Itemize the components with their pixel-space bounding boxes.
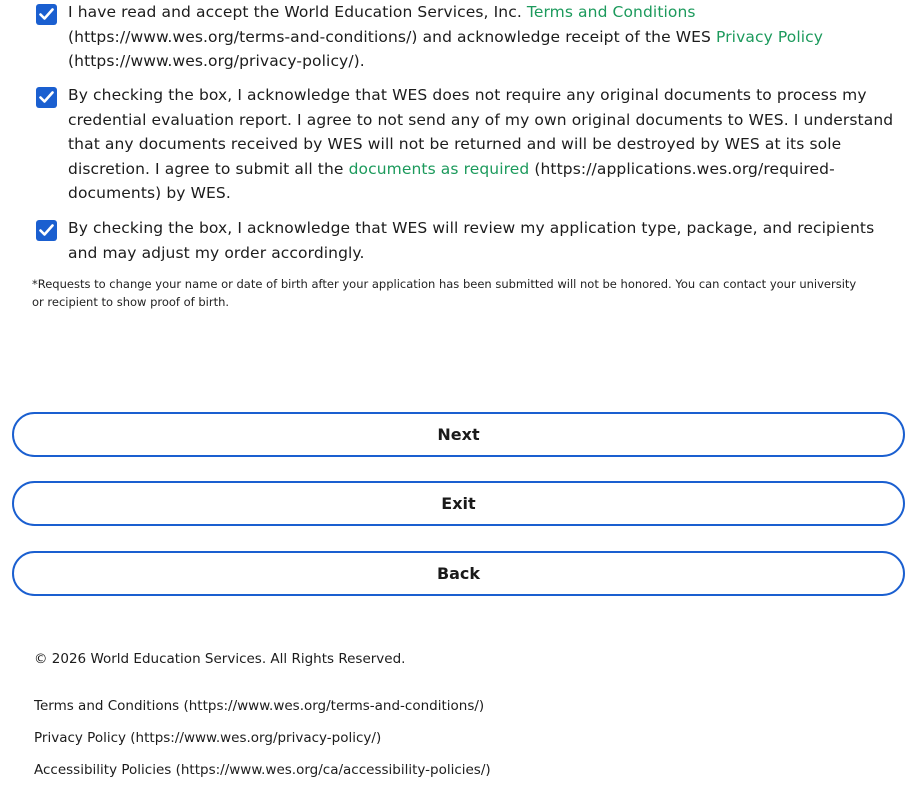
order-review-row xyxy=(36,216,897,265)
checkmark-icon xyxy=(39,224,54,237)
checkmark-icon xyxy=(39,91,54,104)
original-documents-row xyxy=(36,83,897,206)
checkmark-icon xyxy=(39,8,54,21)
terms-checkbox[interactable] xyxy=(36,4,57,25)
original-documents-text: By checking the box, I acknowledge that WES does not require any original documents to process my credential evaluation report. I agree to not send any of my own original documents to WES. I understand that any documents received by WES will not be returned and will be destroyed by WES at its sole discretion. I agree to submit all the documents as required (https://applications.wes.org/required-documents) by WES. xyxy=(68,86,894,202)
exit-button[interactable]: Exit xyxy=(12,481,905,526)
order-review-checkbox[interactable] xyxy=(36,220,57,241)
documents-as-required-link[interactable]: documents as required xyxy=(348,159,530,178)
terms-and-conditions-link[interactable]: Terms and Conditions xyxy=(526,3,696,21)
terms-acknowledgement-text: I have read and accept the World Education Services, Inc. Terms and Conditions (https://www.wes.org/terms-and-conditions/) and acknowledge receipt of the WES Privacy Policy (https://www.wes.org/privacy-policy/). xyxy=(68,3,824,70)
copyright-text: © 2026 World Education Services. All Rights Reserved. xyxy=(34,651,406,667)
footer-terms-link[interactable]: Terms and Conditions (https://www.wes.org/terms-and-conditions/) xyxy=(34,698,485,714)
order-review-text: By checking the box, I acknowledge that WES will review my application type, package, and recipients and may adjust my order accordingly. xyxy=(68,219,875,262)
next-button[interactable]: Next xyxy=(12,412,905,457)
footer-privacy-link[interactable]: Privacy Policy (https://www.wes.org/privacy-policy/) xyxy=(34,730,382,746)
privacy-policy-link[interactable]: Privacy Policy xyxy=(716,27,824,46)
original-documents-checkbox[interactable] xyxy=(36,87,57,108)
terms-acknowledgement-row xyxy=(36,0,897,74)
footer-accessibility-link[interactable]: Accessibility Policies (https://www.wes.org/ca/accessibility-policies/) xyxy=(34,762,491,778)
name-change-note: *Requests to change your name or date of birth after your application has been submitted will not be honored. You can contact your university or recipient to show proof of birth. xyxy=(32,277,857,309)
back-button[interactable]: Back xyxy=(12,551,905,596)
